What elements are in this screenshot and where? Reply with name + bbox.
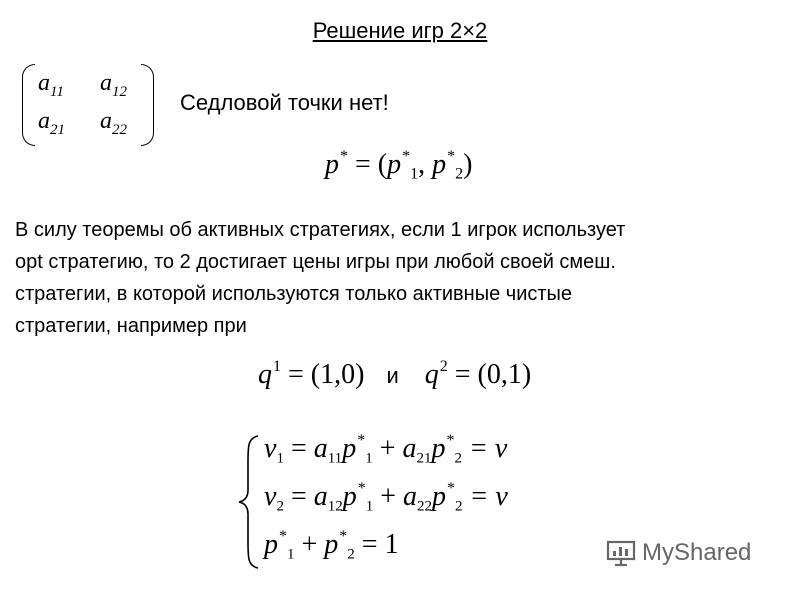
matrix-cell-a22: $a_{22}$ [100,108,127,138]
slide-title: Решение игр 2×2 [312,18,488,43]
paragraph-line: В силу теоремы об активных стратегиях, если 1 игрок использует [15,219,626,241]
paragraph-line: opt стратегию, то 2 достигает цены игры при любой своей смеш. [15,251,616,273]
payoff-matrix [22,64,154,146]
equation-system [236,432,566,572]
p-star-equation: $p^* = (p^*_1$, $p^*_2$) [325,148,473,183]
q-strategies-equation: $q^1 = (1,0)$ и $q^2 = (0,1)$ [258,358,532,390]
paragraph-line: стратегии, например при [15,315,247,337]
system-equation-3: $p^*_1 + p^*_2 = 1$ [264,528,399,563]
myshared-watermark [606,536,751,570]
saddle-point-note: Седловой точки нет! [180,90,389,115]
matrix-cell-a12: $a_{12}$ [100,70,127,100]
curly-brace-icon [236,432,262,572]
system-equation-1: $\nu_1 = a_{11}p^*_1 + a_{21}p^*_2 = \nu$ [264,432,508,467]
and-word: и [386,363,399,388]
paragraph-line: стратегии, в которой используются только активные чистые [15,283,573,305]
watermark-text: MyShared [642,539,752,566]
system-equation-2: $\nu_2 = a_{12}p^*_1 + a_{22}p^*_2 = \nu$ [264,480,508,515]
theorem-paragraph [15,214,785,342]
matrix-left-paren [22,64,35,146]
matrix-cell-a11: $a_{11}$ [38,70,64,100]
matrix-cell-a21: $a_{21}$ [38,108,65,138]
matrix-right-paren [141,64,154,146]
presentation-board-icon [606,539,636,567]
